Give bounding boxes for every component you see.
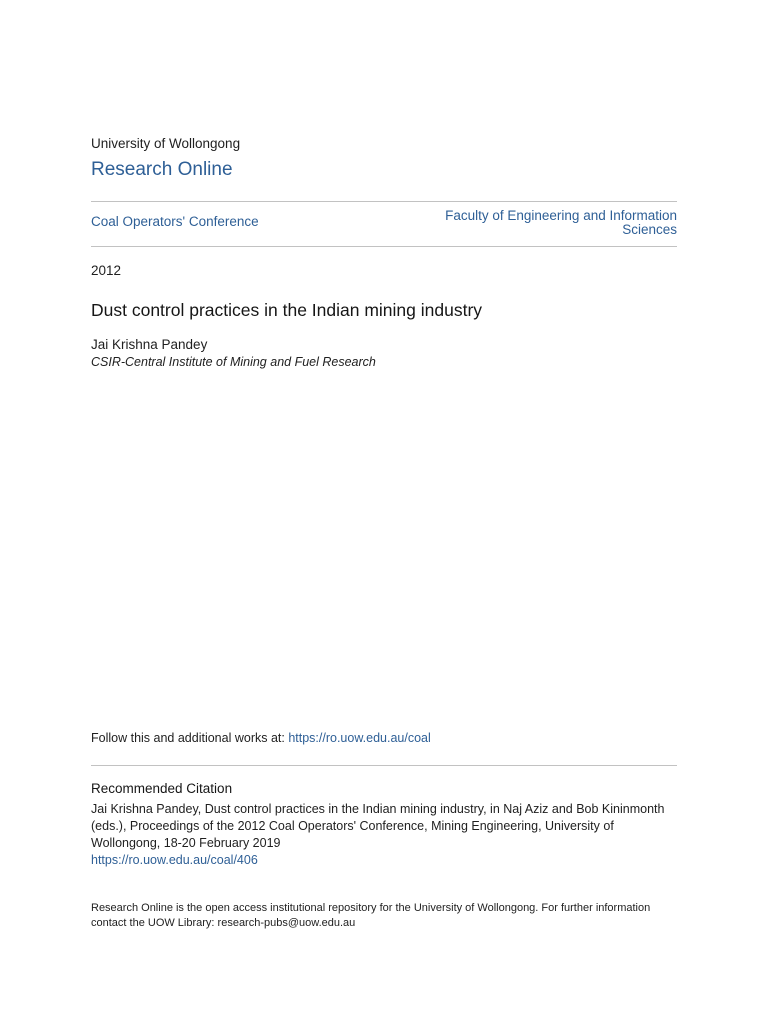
faculty-link[interactable]	[377, 209, 677, 237]
follow-line	[91, 730, 431, 746]
footer-notice	[91, 901, 677, 931]
citation-line-1: Jai Krishna Pandey, Dust control practices in the Indian mining industry, in Naj Aziz and Bob Kininmonth	[91, 802, 665, 816]
footer-line-1: Research Online is the open access institutional repository for the University of Wollongong. For further information	[91, 902, 651, 914]
follow-link[interactable]: https://ro.uow.edu.au/coal	[288, 731, 431, 745]
conference-link[interactable]: Coal Operators' Conference	[91, 214, 259, 229]
paper-title: Dust control practices in the Indian mining industry	[91, 300, 483, 320]
publication-year: 2012	[91, 263, 122, 278]
author-affiliation: CSIR-Central Institute of Mining and Fuel Research	[91, 355, 376, 369]
follow-prefix: Follow this and additional works at:	[91, 731, 289, 745]
faculty-link-line1: Faculty of Engineering and Information	[445, 208, 677, 223]
citation-line-3: Wollongong, 18-20 February 2019	[91, 836, 281, 850]
citation-line-2: (eds.), Proceedings of the 2012 Coal Operators' Conference, Mining Engineering, University of	[91, 819, 614, 833]
citation-block	[91, 801, 677, 869]
footer-line-2: contact the UOW Library: research-pubs@uow.edu.au	[91, 917, 356, 929]
citation-divider	[91, 765, 677, 766]
repository-link[interactable]: Research Online	[91, 159, 233, 180]
citation-link[interactable]: https://ro.uow.edu.au/coal/406	[91, 853, 258, 867]
institution-name: University of Wollongong	[91, 136, 241, 151]
author-name: Jai Krishna Pandey	[91, 337, 208, 352]
faculty-link-line2: Sciences	[622, 222, 677, 237]
citation-heading: Recommended Citation	[91, 781, 233, 796]
middle-divider	[91, 246, 677, 247]
top-divider	[91, 201, 677, 202]
